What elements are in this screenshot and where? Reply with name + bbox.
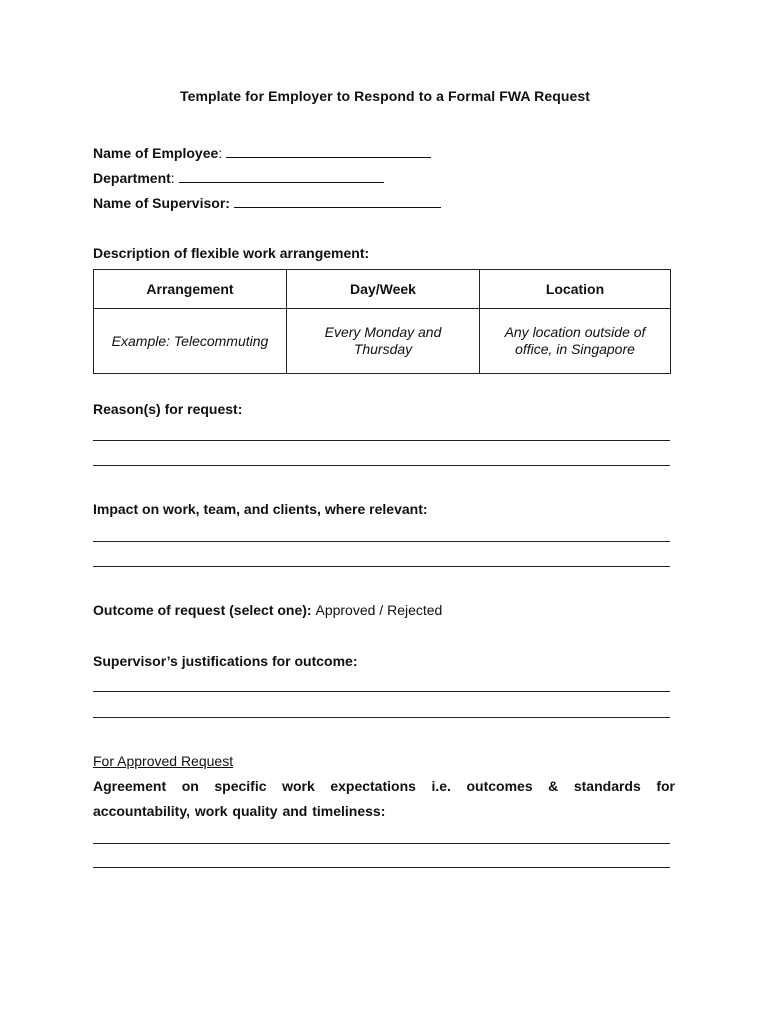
employee-name-blank[interactable] xyxy=(226,145,431,158)
table-header-location: Location xyxy=(480,270,671,309)
reasons-line-2[interactable] xyxy=(93,465,670,466)
arrangement-heading: Description of flexible work arrangement: xyxy=(93,245,370,261)
table-header-arrangement: Arrangement xyxy=(94,270,287,309)
table-header-day-week: Day/Week xyxy=(287,270,480,309)
outcome-options[interactable]: Approved / Rejected xyxy=(315,602,443,618)
reasons-heading: Reason(s) for request: xyxy=(93,401,243,417)
table-row xyxy=(94,309,671,374)
department-blank[interactable] xyxy=(179,170,384,183)
impact-line-1[interactable] xyxy=(93,541,670,542)
department-label: Department xyxy=(93,170,171,186)
employee-name-field xyxy=(93,145,431,161)
supervisor-name-blank[interactable] xyxy=(234,195,441,208)
supervisor-name-field xyxy=(93,195,441,211)
supervisor-name-label: Name of Supervisor: xyxy=(93,195,230,211)
justification-heading: Supervisor’s justifications for outcome: xyxy=(93,653,358,669)
example-location-cell[interactable]: Any location outside of office, in Singapore xyxy=(480,309,671,374)
agreement-line-1[interactable] xyxy=(93,843,670,844)
arrangement-table xyxy=(93,269,671,374)
department-colon: : xyxy=(170,170,175,186)
table-header-row xyxy=(94,270,671,309)
agreement-text: Agreement on specific work expectations i.e. outcomes & standards for accountability, work quality and timeliness: xyxy=(93,778,675,819)
example-arrangement-cell[interactable]: Example: Telecommuting xyxy=(94,309,287,374)
reasons-line-1[interactable] xyxy=(93,440,670,441)
impact-heading: Impact on work, team, and clients, where relevant: xyxy=(93,501,428,517)
approved-request-heading xyxy=(93,753,233,769)
outcome-label: Outcome of request (select one): xyxy=(93,602,312,618)
document-title: Template for Employer to Respond to a Formal FWA Request xyxy=(179,88,591,104)
agreement-line-2[interactable] xyxy=(93,867,670,868)
example-day-week-cell[interactable]: Every Monday and Thursday xyxy=(287,309,480,374)
outcome-line xyxy=(93,602,442,618)
impact-line-2[interactable] xyxy=(93,566,670,567)
justification-line-1[interactable] xyxy=(93,691,670,692)
department-field xyxy=(93,170,384,186)
approved-request-heading-text: For Approved Request xyxy=(93,753,234,769)
employee-name-colon: : xyxy=(218,145,223,161)
employee-name-label: Name of Employee xyxy=(93,145,219,161)
justification-line-2[interactable] xyxy=(93,717,670,718)
